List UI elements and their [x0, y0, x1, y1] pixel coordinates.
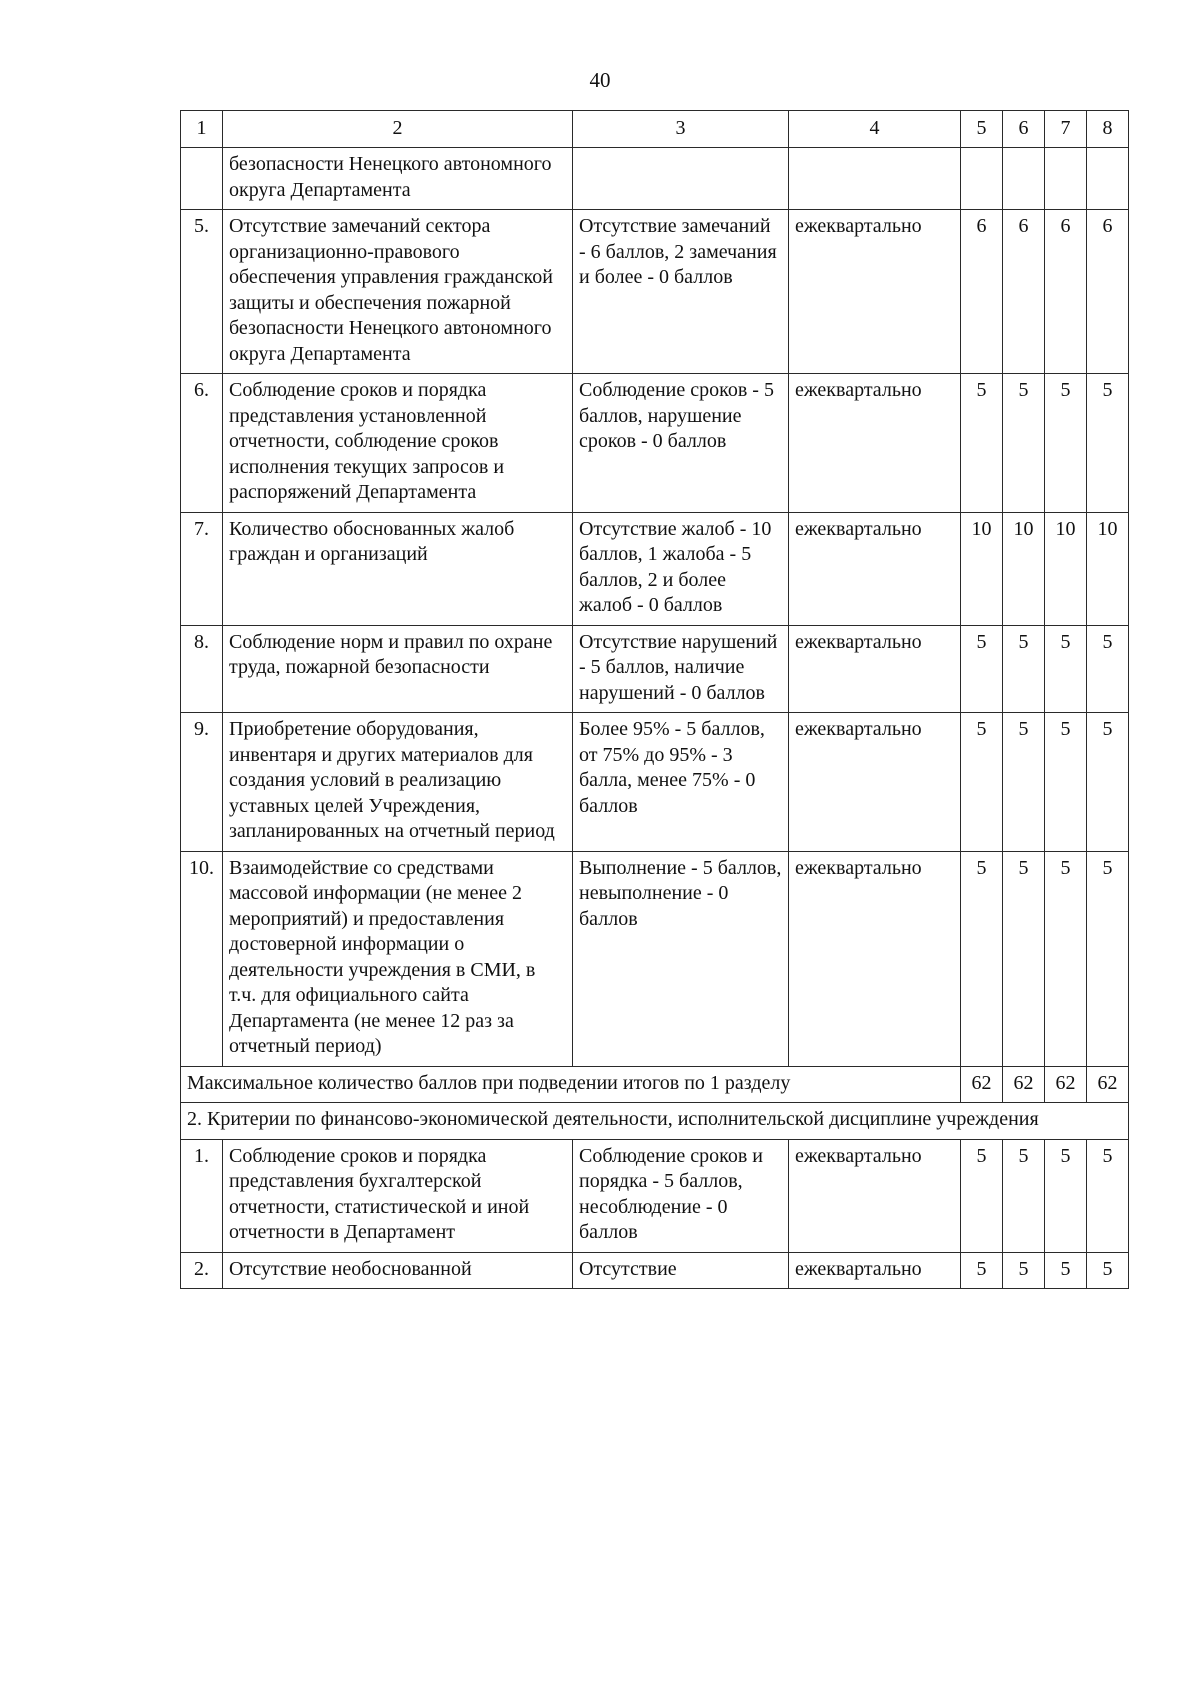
score-cell: 5: [1045, 1252, 1087, 1289]
period-cell: ежеквартально: [789, 625, 961, 713]
period-cell: ежеквартально: [789, 374, 961, 513]
score-cell: 5: [1003, 625, 1045, 713]
column-header: 8: [1087, 111, 1129, 148]
score-cell: 5: [961, 374, 1003, 513]
period-cell: ежеквартально: [789, 512, 961, 625]
score-cell: 5: [1087, 1139, 1129, 1252]
section-header-row: [181, 1103, 1129, 1140]
table-row: [181, 210, 1129, 374]
period-cell: ежеквартально: [789, 713, 961, 852]
period-cell: ежеквартально: [789, 1252, 961, 1289]
score-cell: 5: [1087, 713, 1129, 852]
condition-cell: Отсутствие нарушений - 5 баллов, наличие нарушений - 0 баллов: [573, 625, 789, 713]
total-score: 62: [961, 1066, 1003, 1103]
score-cell: [1087, 148, 1129, 210]
page-number: 40: [589, 68, 611, 92]
table-row: [181, 512, 1129, 625]
row-number: 9.: [181, 713, 223, 852]
column-header: 5: [961, 111, 1003, 148]
score-cell: 5: [1003, 1139, 1045, 1252]
total-row: [181, 1066, 1129, 1103]
condition-cell: [573, 148, 789, 210]
condition-cell: Соблюдение сроков - 5 баллов, нарушение сроков - 0 баллов: [573, 374, 789, 513]
criterion-cell: Соблюдение сроков и порядка представления бухгалтерской отчетности, статистической и иной отчетности в Департамент: [223, 1139, 573, 1252]
score-cell: 6: [1003, 210, 1045, 374]
row-number: [181, 148, 223, 210]
period-cell: ежеквартально: [789, 210, 961, 374]
table-row: [181, 148, 1129, 210]
score-cell: 6: [1087, 210, 1129, 374]
total-score: 62: [1045, 1066, 1087, 1103]
score-cell: 5: [1045, 713, 1087, 852]
criterion-cell: Отсутствие необоснованной: [223, 1252, 573, 1289]
row-number: 5.: [181, 210, 223, 374]
condition-cell: Выполнение - 5 баллов, невыполнение - 0 баллов: [573, 851, 789, 1066]
score-cell: 5: [1003, 374, 1045, 513]
score-cell: 5: [1003, 713, 1045, 852]
condition-cell: Более 95% - 5 баллов, от 75% до 95% - 3 балла, менее 75% - 0 баллов: [573, 713, 789, 852]
row-number: 1.: [181, 1139, 223, 1252]
score-cell: 5: [961, 851, 1003, 1066]
score-cell: 5: [961, 1252, 1003, 1289]
total-score: 62: [1087, 1066, 1129, 1103]
score-cell: 10: [1045, 512, 1087, 625]
column-header-row: [181, 111, 1129, 148]
criteria-table: [180, 110, 1129, 1289]
score-cell: 6: [1045, 210, 1087, 374]
score-cell: 5: [1045, 625, 1087, 713]
score-cell: 5: [1045, 1139, 1087, 1252]
score-cell: 5: [961, 1139, 1003, 1252]
row-number: 7.: [181, 512, 223, 625]
row-number: 10.: [181, 851, 223, 1066]
score-cell: 5: [1003, 851, 1045, 1066]
score-cell: 6: [961, 210, 1003, 374]
score-cell: 5: [1045, 851, 1087, 1066]
criterion-cell: Отсутствие замечаний сектора организационно-правового обеспечения управления гражданской защиты и обеспечения пожарной безопасности Ненецкого автономного округа Департамента: [223, 210, 573, 374]
period-cell: ежеквартально: [789, 1139, 961, 1252]
score-cell: [1003, 148, 1045, 210]
table-row: [181, 374, 1129, 513]
score-cell: 5: [961, 713, 1003, 852]
score-cell: 10: [1087, 512, 1129, 625]
criterion-cell: Соблюдение сроков и порядка представления установленной отчетности, соблюдение сроков исполнения текущих запросов и распоряжений Департамента: [223, 374, 573, 513]
row-number: 8.: [181, 625, 223, 713]
condition-cell: Отсутствие: [573, 1252, 789, 1289]
score-cell: [961, 148, 1003, 210]
criterion-cell: Соблюдение норм и правил по охране труда, пожарной безопасности: [223, 625, 573, 713]
criterion-cell: Количество обоснованных жалоб граждан и организаций: [223, 512, 573, 625]
table-row: [181, 1139, 1129, 1252]
total-label: Максимальное количество баллов при подведении итогов по 1 разделу: [181, 1066, 961, 1103]
criterion-cell: Взаимодействие со средствами массовой информации (не менее 2 мероприятий) и предоставления достоверной информации о деятельности учреждения в СМИ, в т.ч. для официального сайта Департамента (не менее 12 раз за отчетный период): [223, 851, 573, 1066]
table-row: [181, 851, 1129, 1066]
column-header: 4: [789, 111, 961, 148]
score-cell: 5: [1045, 374, 1087, 513]
condition-cell: Отсутствие замечаний - 6 баллов, 2 замечания и более - 0 баллов: [573, 210, 789, 374]
column-header: 1: [181, 111, 223, 148]
score-cell: 10: [1003, 512, 1045, 625]
period-cell: [789, 148, 961, 210]
period-cell: ежеквартально: [789, 851, 961, 1066]
criterion-cell: Приобретение оборудования, инвентаря и других материалов для создания условий в реализацию уставных целей Учреждения, запланированных на отчетный период: [223, 713, 573, 852]
column-header: 7: [1045, 111, 1087, 148]
score-cell: 5: [961, 625, 1003, 713]
total-score: 62: [1003, 1066, 1045, 1103]
score-cell: [1045, 148, 1087, 210]
score-cell: 5: [1087, 1252, 1129, 1289]
criterion-cell: безопасности Ненецкого автономного округа Департамента: [223, 148, 573, 210]
score-cell: 5: [1087, 625, 1129, 713]
column-header: 3: [573, 111, 789, 148]
score-cell: 10: [961, 512, 1003, 625]
table-row: [181, 625, 1129, 713]
table-row: [181, 1252, 1129, 1289]
score-cell: 5: [1087, 851, 1129, 1066]
score-cell: 5: [1003, 1252, 1045, 1289]
column-header: 2: [223, 111, 573, 148]
row-number: 6.: [181, 374, 223, 513]
column-header: 6: [1003, 111, 1045, 148]
score-cell: 5: [1087, 374, 1129, 513]
table-row: [181, 713, 1129, 852]
section-title: 2. Критерии по финансово-экономической деятельности, исполнительской дисциплине учреждения: [181, 1103, 1129, 1140]
condition-cell: Отсутствие жалоб - 10 баллов, 1 жалоба - 5 баллов, 2 и более жалоб - 0 баллов: [573, 512, 789, 625]
condition-cell: Соблюдение сроков и порядка - 5 баллов, несоблюдение - 0 баллов: [573, 1139, 789, 1252]
row-number: 2.: [181, 1252, 223, 1289]
